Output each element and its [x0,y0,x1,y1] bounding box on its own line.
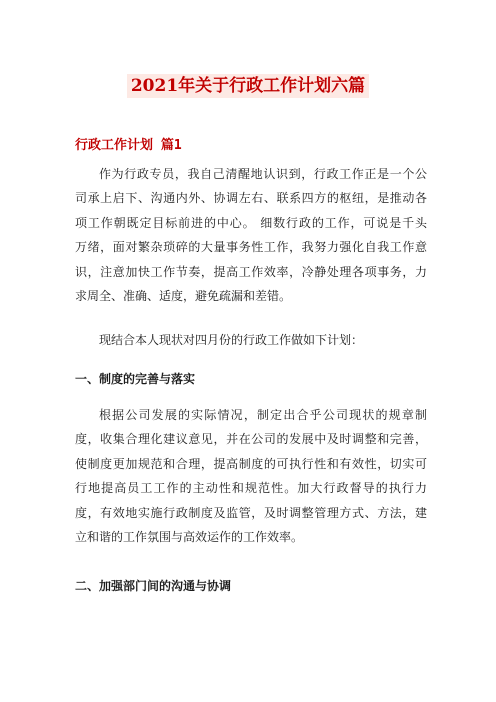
paragraph-line: 使制度更加规范和合理，提高制度的可执行性和有效性，切实可 [75,456,427,471]
paragraph-line: 项工作朝既定目标前进的中心。 细数行政的工作，可说是千头 [75,215,427,230]
paragraph-line: 万绪，面对繁杂琐碎的大量事务性工作，我努力强化自我工作意 [75,240,427,255]
paragraph-line: 识，注意加快工作节奏，提高工作效率，冷静处理各项事务，力 [75,264,427,279]
paragraph-line: 度，收集合理化建议意见，并在公司的发展中及时调整和完善， [75,432,427,447]
paragraph-line: 作为行政专员，我自己清醒地认识到，行政工作正是一个公 [99,167,427,181]
paragraph-line: 司承上启下、沟通内外、协调左右、联系四方的枢纽，是推动各 [75,191,427,206]
subheading-department-communication: 二、加强部门间的沟通与协调 [75,579,232,593]
paragraph-line: 行地提高员工工作的主动性和规范性。加大行政督导的执行力 [75,481,427,496]
plan-intro-paragraph [75,328,427,352]
paragraph-line: 度，有效地实施行政制度及监管，及时调整管理方式、方法，建 [75,505,427,520]
system-paragraph [75,403,427,549]
paragraph-line: 立和谐的工作氛围与高效运作的工作效率。 [75,530,304,545]
title-container [0,74,496,98]
intro-paragraph [75,162,427,308]
paragraph-line: 根据公司发展的实际情况，制定出合乎公司现状的规章制 [99,408,427,422]
document-title: 2021年关于行政工作计划六篇 [127,74,369,98]
paragraph-line: 求周全、准确、适度，避免疏漏和差错。 [75,289,292,304]
paragraph-line: 现结合本人现状对四月份的行政工作做如下计划： [99,333,364,347]
section-heading: 行政工作计划 篇1 [75,138,182,153]
subheading-system-improvement: 一、制度的完善与落实 [75,372,196,386]
